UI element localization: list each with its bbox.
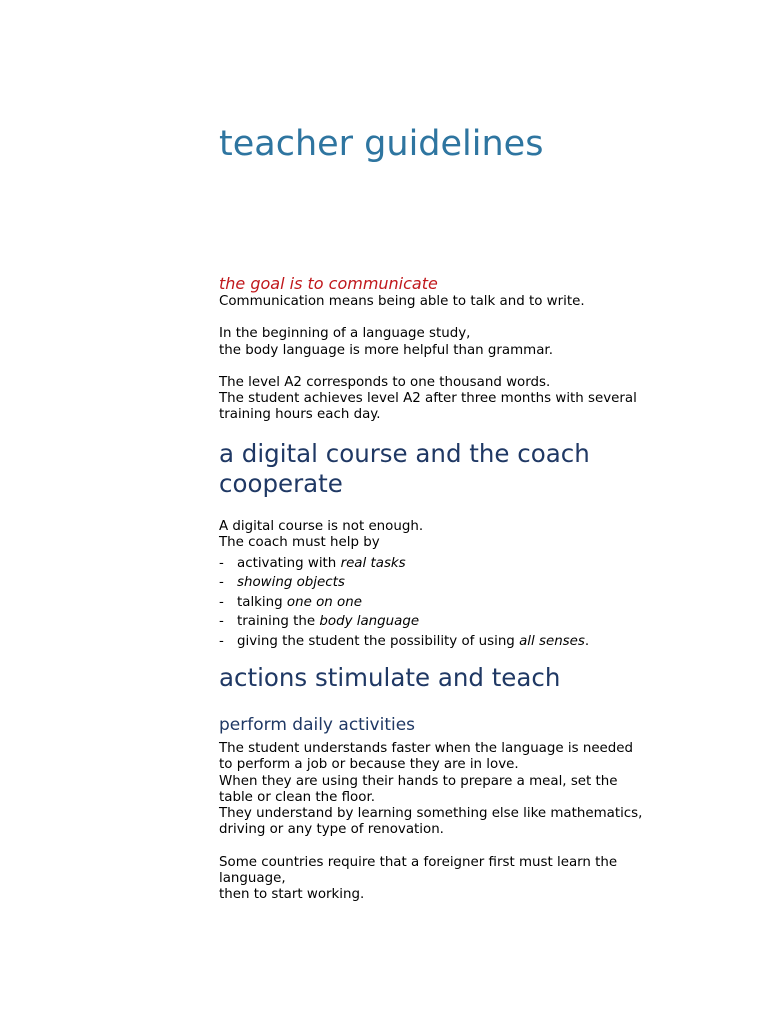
activities-line-1: The student understands faster when the language is needed	[219, 741, 634, 756]
course-coach-heading-line-1: a digital course and the coach	[219, 439, 590, 468]
dash-bullet: -	[219, 575, 224, 591]
item-suffix: .	[584, 633, 590, 649]
list-item	[219, 632, 679, 652]
activities-line-7: Some countries require that a foreigner first must learn the	[219, 854, 618, 870]
item-text: training the	[237, 614, 320, 630]
item-text: giving the student the possibility of using	[237, 633, 520, 649]
dash-bullet: -	[219, 614, 224, 630]
goal-line-1: Communication means being able to talk and to write.	[219, 294, 585, 309]
list-item	[219, 612, 679, 632]
dash-bullet: -	[219, 633, 224, 649]
item-text: activating with	[237, 555, 341, 571]
activities-line-6: driving or any type of renovation.	[219, 822, 444, 838]
goal-line-3: the body language is more helpful than grammar.	[219, 342, 553, 358]
activities-line-8: language,	[219, 871, 286, 887]
activities-line-9: then to start working.	[219, 887, 365, 903]
goal-line-5: The student achieves level A2 after three months with several	[219, 391, 637, 407]
item-emphasis: one on one	[286, 594, 362, 610]
list-item	[219, 593, 679, 613]
goal-paragraphs	[219, 294, 679, 424]
coach-help-list	[219, 554, 679, 652]
daily-activities-subheading: perform daily activities	[219, 715, 416, 735]
course-coach-heading-line-2: cooperate	[219, 469, 343, 498]
activities-line-2: to perform a job or because they are in love.	[219, 757, 519, 773]
dash-bullet: -	[219, 594, 224, 610]
item-emphasis: all senses	[519, 633, 585, 649]
item-emphasis: real tasks	[340, 555, 406, 571]
course-coach-heading	[219, 439, 689, 499]
list-item	[219, 554, 679, 574]
goal-line-2: In the beginning of a language study,	[219, 326, 471, 342]
goal-line-4: The level A2 corresponds to one thousand words.	[219, 374, 551, 390]
item-emphasis: body language	[319, 614, 420, 630]
item-text: talking	[237, 594, 287, 610]
activities-line-4: table or clean the floor.	[219, 789, 375, 805]
course-intro-line-2: The coach must help by	[219, 535, 380, 551]
document-title: teacher guidelines	[219, 124, 544, 164]
item-emphasis: showing objects	[237, 575, 345, 591]
daily-activities-body	[219, 741, 679, 904]
list-item	[219, 573, 679, 593]
activities-line-3: When they are using their hands to prepare a meal, set the	[219, 773, 618, 789]
dash-bullet: -	[219, 555, 224, 571]
goal-heading: the goal is to communicate	[219, 274, 438, 293]
activities-line-5: They understand by learning something else like mathematics,	[219, 806, 643, 822]
course-intro-line-1: A digital course is not enough.	[219, 519, 424, 534]
course-coach-body	[219, 519, 679, 652]
actions-heading: actions stimulate and teach	[219, 663, 561, 692]
goal-line-6: training hours each day.	[219, 407, 381, 423]
